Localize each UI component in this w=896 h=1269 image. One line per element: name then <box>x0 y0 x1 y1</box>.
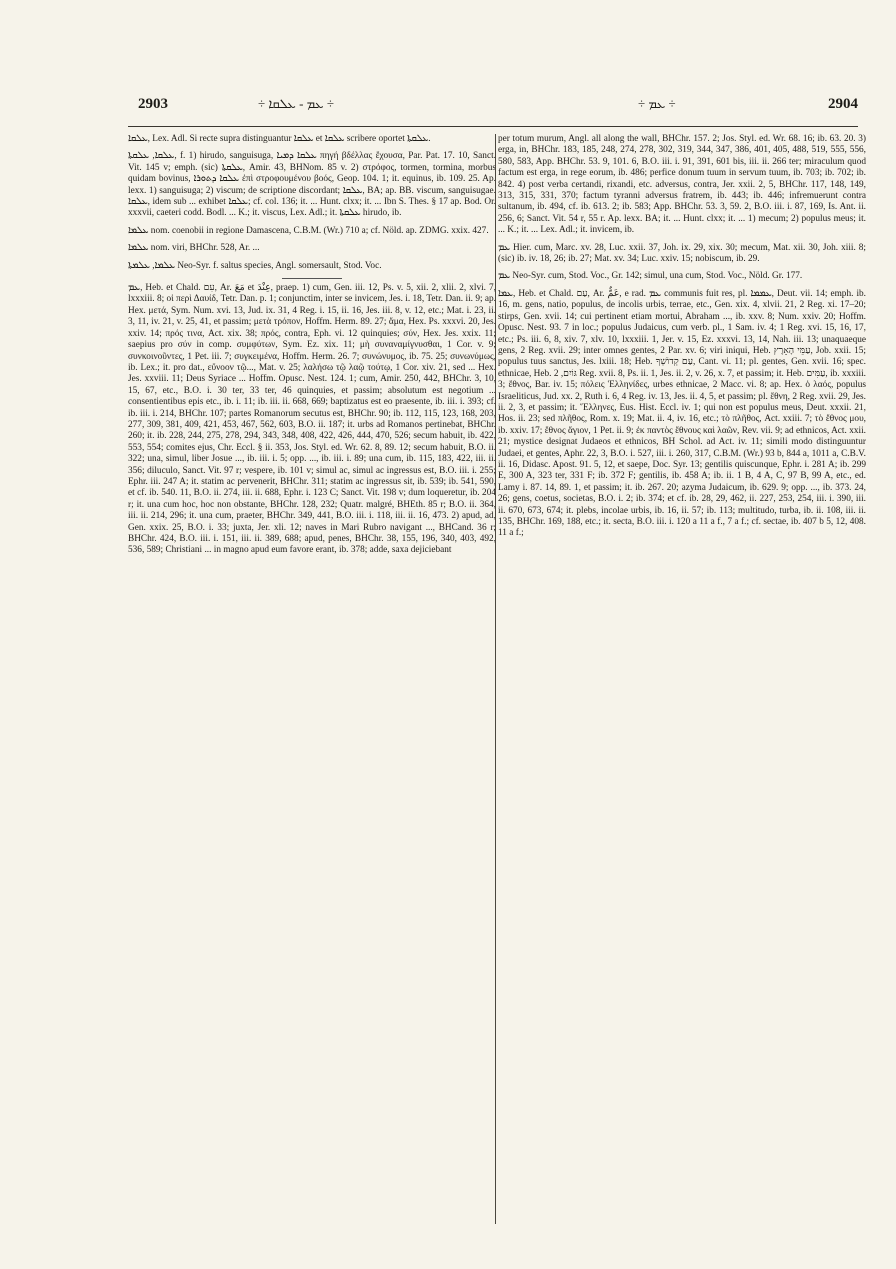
right-column <box>498 134 866 1229</box>
entry: ܥܡ Hier. cum, Marc. xv. 28, Luc. xxii. 37, Joh. ix. 29, xix. 30; mecum, Mat. xii. 30, Joh. xiii. 8; (sic) ib. iv. 18, 26; ib. 27; Mat. xv. 34; Luc. xxiv. 15; nobiscum, ib. 29. <box>498 242 866 265</box>
running-header <box>138 96 858 120</box>
entry: ܥܠܩܐ, ܥܠܩܬܐ, f. 1) hirudo, sanguisuga, ܥܠܩܐ ܕܡܝܐ πηγή βδέλλας ἔχουσα, Par. Pat. 17. 10, Sanct. Vit. 145 v; emph. (sic) ܥܠܩܬܐ, Amir. 43, BHNom. 85 v. 2) στρόφος, tormen, tormina, morbus quidam bovinus, ܥܠܩܐ ܕܬܘܪܐ ἐπὶ στροφουμένου βοός, Geop. 104. 1; it. equinus, ib. 109. 25. Ap. lexx. 1) sanguisuga; 2) viscum; de scriptione discordant; ܥܠܩܐ, BA; ap. BB. viscum, sanguisugae. ܥܠܩܐ, idem sub ... exhibet ܥܠܩܐ; cf. col. 136; it. ... Hunt. clxx; it. ... Ibn S. Thes. § 17 ap. Bod. Or. xxxvii, caeteri codd. Bodl. ... K.; it. viscus, Lex. Adl.; it. ܥܠܩܬܐ hirudo, ib. <box>128 151 496 219</box>
entry: ܥܠܩܐ, Lex. Adl. Si recte supra distinguantur ܥܠܩܐ et ܥܠܩܐ scribere oportet ܥܠܩܬܐ. <box>128 134 431 144</box>
entry: ܥܡ Neo-Syr. cum, Stod. Voc., Gr. 142; simul, una cum, Stod. Voc., Nöld. Gr. 177. <box>498 271 803 282</box>
entry: ܥܠܡܐ, ܥܠܡܬܐ Neo-Syr. f. saltus species, Angl. somersault, Stod. Voc. <box>128 260 382 271</box>
page-number-left: 2903 <box>138 96 168 112</box>
entry: ܥܠܡܐ nom. coenobii in regione Damascena, C.B.M. (Wr.) 710 a; cf. Nöld. ap. ZDMG. xxix. 427. <box>128 225 489 236</box>
header-catchword-left: ÷ ܥܡ - ܥܠܩܐ ÷ <box>258 96 334 111</box>
entry-separator <box>282 278 342 279</box>
entry: ܥܠܡܐ nom. viri, BHChr. 528, Ar. ... <box>128 243 260 254</box>
header-catchword-right: ÷ ܥܡ ÷ <box>638 96 676 111</box>
entry: ܥܡ, Heb. et Chald. עִם, Ar. مَعَ et عِنْدَ, praep. 1) cum, Gen. iii. 12, Ps. v. 5, xii. 2, xlii. 2, xlvi. 7, lxxxiii. 8; οἱ περὶ Δαυίδ, Tetr. Dan. p. 1; conjunctim, inter se invicem, Jes. i. 18, Tetr. Dan. ii. 9; ap. Hex. μετά, Sym. Num. xvi. 13, Jud. ix. 31, 4 Reg. i. 15, ii. 16, Jes. iii. 8, v. 12, etc.; Mat. i. 23, ii. 3, 11, iv. 21, v. 25, 41, et passim; μετὰ τρόπον, Hoffm. Herm. 89. 27; ἅμα, Hex. Ps. xxxvi. 20, Jes. xxiv. 14; πρός τινα, Act. xix. 38; πρός, contra, Eph. vi. 12 quinquies; σύν, Hex. Jes. xxix. 11; saepius pro σύν in comp. συμφύτων, Sym. Ez. xix. 11; μὴ συναναμίγνυσθαι, 1 Cor. v. 9; συνκοινοῦντες, 1 Pet. iii. 7; συγκειμένα, Hoffm. Herm. 26. 7; συνώνυμος, ib. 75. 25; συνωνύμως, ib. Lex.; it. pro dat., εὔνοον τῷ..., Mat. v. 25; λαλήσω τῷ λαῷ τούτῳ, 1 Cor. xiv. 21, sed ... Hex. Jes. xxviii. 11; Deus Syriace ... Hoffm. Opusc. Nest. 124. 1; cum, Amir. 250, 442, BHChr. 3, 10, 15, 67, etc., B.O. i. 30 ter, 33 ter, 46 quinquies, et passim; absolutum est negotium ... consentientibus epis etc., ib. i. 11; ib. iii. ii. 668, 669; baptizatus est eo praesente, ib. iii. i. 393; cf. ib. iii. i. 214, BHChr. 107; partes Romanorum secutus est, BHChr. 90; ib. 112, 115, 123, 168, 203, 277, 309, 381, 409, 421, 453, 467, 562, 603, B.O. ii. 187; it. urbs ad Romanos pertinebat, BHChr. 260; it. ib. 228, 244, 275, 278, 294, 343, 348, 408, 422, 426, 444, 470, 526; secum habuit, ib. 422, 553, 554; comites ejus, Chr. Eccl. § ii. 353, Jos. Styl. ed. Wr. 62. 8, 89. 12; secum habuit, B.O. ii. 322; una, simul, liber Josue ..., ib. iii. i. 5; opp. ..., ib. iii. i. 89; una cum, ib. 115, 183, 422, iii. ii. 356; diluculo, Sanct. Vit. 97 r; vespere, ib. 101 v; simul ac, simul ac ingressus est, B.O. iii. i. 255; Ephr. iii. 247 A; it. statim ac pervenerit, BHChr. 311; statim ac ingressus sit, ib. 539; ib. 541, 590, et cf. ib. 540. 11, B.O. ii. 274, iii. ii. 688, Ephr. i. 123 C; Sanct. Vit. 198 v; dum loqueretur, ib. 204 r; it. una cum hoc, hoc non obstante, BHChr. 128, 232; Quatr. malgré, BHEth. 85 r; B.O. ii. 364, iii. ii. 214, 296; it. una cum, praeter, BHChr. 349, 441, B.O. iii. i. 118, iii. ii. 16, 473. 2) apud, ad, Gen. xxix. 25, B.O. i. 33; juxta, Jer. xli. 12; naves in Mari Rubro navigant ..., BHCand. 36 r; BHChr. 424, B.O. iii. i. 151, iii. ii. 389, 688; apud, penes, BHChr. 38, 155, 196, 340, 403, 492, 536, 589; Christiani ... in magno apud eum favore erant, ib. 378; adde, saxa dejiciebant <box>128 283 496 556</box>
column-divider <box>495 134 496 1224</box>
left-column <box>128 134 496 1229</box>
entry: per totum murum, Angl. all along the wall, BHChr. 157. 2; Jos. Styl. ed. Wr. 68. 16; ib. 63. 20. 3) erga, in, BHChr. 183, 185, 248, 274, 278, 302, 319, 344, 347, 386, 401, 405, 488, 519, 555, 556, 580, 583, App. BHChr. 53. 9, 101. 6, B.O. iii. i. 91, 391, 601 bis, iii. ii. 266 ter; miraculum quod factum est erga, in rege eorum, ib. 486; perfice donum tuum in servum tuum, ib. 703; ib. 702; ib. 842. 4) post verba certandi, rixandi, etc. adversus, contra, Jer. xxii. 2, 5, BHChr. 117, 148, 149, 313, 315, 331, 370; factum tyranni adversus fratrem, ib. 443; ib. 446; infremuerunt contra sultanum, ib. 494, cf. ib. 613. 2; ib. 583; App. BHChr. 53. 3, 59. 2, B.O. iii. i. 87, 169, Is. Ant. ii. 256, 6; Sanct. Vit. 54 r, 55 r. Ap. lexx. BA; it. ... Hunt. clxx; it. ... 1) mecum; 2) populus meus; it. ... K.; it. ... Lex. Adl.; it. invicem, ib. <box>498 134 866 236</box>
header-rule <box>128 126 858 127</box>
entry: ܥܡܐ, Heb. et Chald. עַם, Ar. عَمٌّ, e rad. ܥܡ communis fuit res, pl. ܥܡܡܐ, Deut. vii. 14; emph. ib. 16, m. gens, natio, populus, de incolis urbis, terrae, etc., Gen. xix. 4, xlvii. 21, 2 Reg. xi. 17–20; stirps, Gen. xvii. 14; cui pertinent etiam mortui, Abraham ..., ib. xxv. 8; Num. xxiv. 20; Hoffm. Opusc. Nest. 93. 7 in loc.; populus Judaicus, cum verb. pl., 1 Sam. iv. 4; 1 Reg. xvi. 15, 16, 17, etc.; Ps. iii. 6, 8, xiv. 7, xlv. 10, lxxxiii. 1, Jer. v. 15, Ez. xxxvi. 13, 14, Nah. iii. 13; unaquaeque gens, 2 Reg. xvii. 29; inter omnes gentes, 2 Par. xv. 6; viri iniqui, Heb. עַמֵּי הָאָרֶץ, Job. xxii. 15; populus tuus sanctus, Jes. lxiii. 18; Heb. עַם קְדוֹשְׁךָ, Cant. vi. 11; pl. gentes, Gen. xvii. 16; spec. ethnicae, Heb. גּוֹיִם, 2 Reg. xvii. 8, Ps. ii. 1, Jes. ii. 2, v. 26, x. 7, et passim; it. Heb. עַמִּים, ib. xxxiii. 3; ἔθνος, Bar. iv. 15; πόλεις Ἑλληνίδες, urbes ethnicae, 2 Macc. vi. 8; ap. Hex. ὁ λαός, populus Israeliticus, Jud. xx. 2, Ruth i. 6, 4 Reg. iv. 13, Jes. ii. 4, 5, et passim; pl. ἔθνη, 2 Reg. xvii. 29, Jes. ii. 2, 3, et passim; it. Ἕλληνες, Eus. Hist. Eccl. iv. 1; qui non est populus meus, Deut. xxxii. 21, Hos. ii. 23; sed πλῆθος, Rom. x. 19; Mat. ii. 4, iv. 16, etc.; τὸ πλῆθος, Act. xxiii. 7; τὸ ἔθνος μου, ib. xxiv. 17; ἔθνος ἅγιον, 1 Pet. ii. 9; ἐκ παντὸς ἔθνους καὶ λαῶν, Rev. vii. 9; ad ethnicos, Act. xxii. 21; mystice designat Judaeos et ethnicos, BH Schol. ad Act. iv. 11; simili modo distinguuntur Judaei, et gentes, Aphr. 22, 3, B.O. i. 527, iii. i. 260, 317, C.B.M. (Wr.) 93 b, 844 a, 1011 a, C.B.V. ii. 16, Didasc. Apost. 91. 5, 12, et saepe, Doc. Syr. 13; gentilis quiscunque, Ephr. i. 281 A; ib. 299 E, 300 A, 323 ter, 331 F; ib. 372 F; gentilis, ib. 458 A; ib. ii. 1 B, 4 A, C, 97 B, 99 A, etc., ed. Lamy i. 87. 14, 89. 1, et passim; it. ib. 267. 20; azyma Judaicum, ib. 629. 9; opp. ..., ib. 373. 24, 26; gens, coetus, societas, B.O. i. 2; ib. 374; et cf. ib. 28, 29, 462, ii. 227, 253, 254, iii. i. 390, iii. ii. 670, 673, 674; it. plebs, incolae urbis, ib. 16, ii. 57; ib. 113; multitudo, turba, ib. ii. 108, iii. ii. 135, BHChr. 169, 188, etc.; it. secta, B.O. iii. i. 120 a 11 a f., 7 a f.; cf. sectae, ib. 407 b 5, 12, 408. 11 a f.; <box>498 288 866 539</box>
page-number-right: 2904 <box>828 96 858 112</box>
